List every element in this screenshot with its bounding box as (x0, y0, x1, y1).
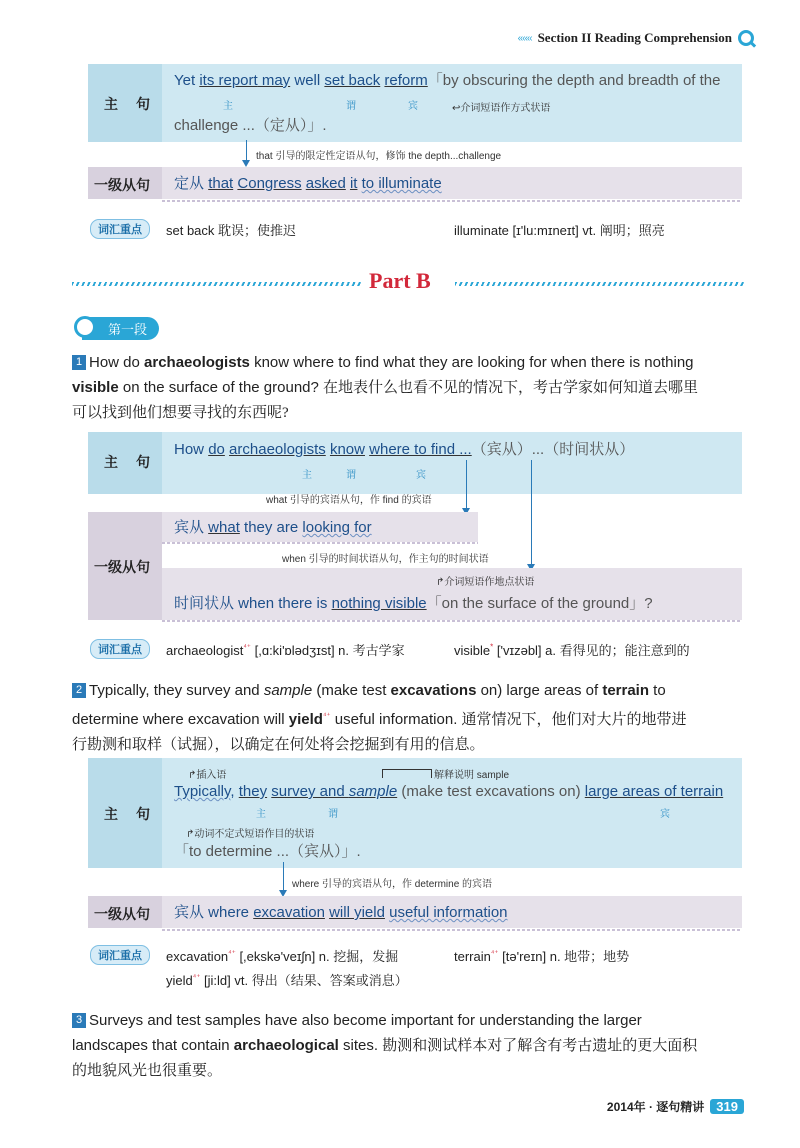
text: Typically, they survey and (89, 682, 264, 699)
adverbial-phrase: 「on the surface of the ground」? (426, 595, 653, 612)
text: (make test (312, 682, 391, 699)
magnifier-icon (74, 316, 96, 338)
divider (162, 542, 478, 544)
connector-line (246, 140, 247, 162)
paragraph-1 (72, 350, 752, 426)
page-header (518, 30, 754, 46)
word-where: where (208, 904, 254, 921)
vocab-badge: 词汇重点 (90, 945, 150, 965)
tag-subject: 主 (223, 101, 233, 112)
clause-type: 宾从 (174, 519, 209, 536)
segment-label: 第一段 (82, 317, 159, 340)
predicate: survey and (271, 783, 349, 800)
connector-note: when 引导的时间状语从句，作主句的时间状语 (282, 554, 489, 565)
translation: 行勘测和取样（试掘），以确定在何处将会挖掘到有用的信息。 (72, 737, 485, 753)
sentence-number: 2 (72, 683, 86, 698)
vocab-badge: 词汇重点 (90, 219, 150, 239)
part-b-rule-right (455, 282, 745, 286)
sentence-line (174, 439, 634, 460)
keyword: excavations (390, 682, 477, 699)
sub-clause-label: 一级从句 (94, 906, 150, 922)
main-clause-label: 主 句 (104, 454, 152, 470)
vocab-item (166, 970, 408, 989)
tag-predicate: 谓 (328, 809, 338, 820)
vocab-word: illuminate (454, 223, 509, 238)
text: on) large areas of (476, 682, 603, 699)
adverbial-phrase: 「by obscuring the depth and breadth of the (427, 72, 721, 89)
text: to (649, 682, 666, 699)
vocab-item (454, 640, 690, 659)
text: How (174, 441, 209, 458)
sentence-number: 1 (72, 355, 86, 370)
tag-subject: 主 (302, 470, 312, 481)
word-typically: Typically (174, 783, 231, 800)
section-title: Section II Reading Comprehension (537, 30, 732, 45)
text: determine where excavation will (72, 711, 289, 728)
word-asked: asked (305, 175, 346, 192)
explanation: (make test excavations on) (397, 783, 585, 800)
divider (162, 929, 742, 931)
sentence-line-1 (174, 70, 720, 91)
word-congress: Congress (237, 175, 302, 192)
word-it: it (349, 175, 358, 192)
part-b-rule-left (72, 282, 362, 286)
paragraph-2 (72, 678, 752, 758)
sub-clause-label: 一级从句 (94, 559, 150, 575)
divider (162, 620, 742, 622)
tag-object: 宾 (416, 470, 426, 481)
vocab-def: [tə'reɪn] n. 地带；地势 (498, 949, 630, 964)
object: where to find ... (369, 441, 472, 458)
tag-object: 宾 (660, 809, 670, 820)
tag-adverbial-text: 介词短语作方式状语 (460, 103, 551, 114)
tag-predicate: 谓 (346, 101, 356, 112)
vocab-item (454, 946, 629, 965)
sub-clause-text (174, 173, 442, 194)
connector-line (466, 460, 467, 510)
object-reform: reform (384, 72, 428, 89)
main-clause-label: 主 句 (104, 96, 152, 112)
freq-mark: ⁴⁺ (192, 972, 201, 982)
word-nothing-visible: nothing visible (331, 595, 427, 612)
main-clause-label: 主 句 (104, 806, 152, 822)
translation: 的地貌风光也很重要。 (72, 1063, 223, 1079)
clause-type: 时间状从 (174, 595, 239, 612)
sentence-line-2: challenge ...（定从）」. (174, 117, 327, 134)
connector-note: that 引导的限定性定语从句，修饰 the depth...challenge (256, 151, 502, 162)
page-footer (607, 1098, 744, 1115)
subject: they (238, 783, 268, 800)
freq-mark: ⁴⁺ (322, 711, 331, 720)
tag-text: 动词不定式短语作目的状语 (194, 829, 315, 840)
translation: 可以找到他们想要寻找的东西呢? (72, 405, 289, 421)
vocab-def: [ɪ'lu:mɪneɪt] vt. 阐明；照亮 (508, 223, 665, 238)
text-may: may (257, 72, 291, 89)
vocab-item (454, 220, 665, 239)
vocab-def: ['vɪzəbl] a. 看得见的；能注意到的 (493, 643, 690, 658)
keyword: sample (263, 682, 313, 699)
vocab-badge: 词汇重点 (90, 639, 150, 659)
clause-type: 定从 (174, 175, 205, 192)
tag-infinitive: ↱动词不定式短语作目的状语 (186, 829, 315, 840)
word-useful-information: useful information (389, 904, 508, 921)
magnifier-icon (738, 30, 754, 46)
object: large areas of terrain (584, 783, 724, 800)
vocab-word: terrain (454, 949, 491, 964)
tag-text: 插入语 (196, 770, 227, 781)
freq-mark: * (490, 642, 494, 652)
keyword: archaeologists (144, 354, 250, 371)
aux-do: do (208, 441, 225, 458)
vocab-item (166, 946, 398, 965)
text-yet: Yet (174, 72, 200, 89)
vocab-item: set back 耽误；使推迟 (166, 223, 297, 238)
connector-line (283, 862, 284, 892)
connector-note: what 引导的宾语从句，作 find 的宾语 (266, 495, 432, 506)
word-will-yield: will yield (329, 904, 385, 921)
vocab-word: archaeologist (166, 643, 244, 658)
vocab-word: excavation (166, 949, 229, 964)
text: on the surface of the ground? (118, 379, 324, 396)
sub-clause-text (174, 517, 372, 538)
subject: archaeologists (229, 441, 326, 458)
keyword: visible (72, 379, 119, 396)
tag-adverbial: ↩介词短语作方式状语 (452, 103, 551, 114)
tag-insert: ↱插入语 (188, 770, 227, 781)
vocab-def: [ji:ld] vt. 得出（结果、答案或消息） (200, 973, 408, 988)
clause-tags: （宾从）...（时间状从） (471, 441, 635, 458)
explain-bracket (382, 769, 432, 778)
tag-explain: 解释说明 sample (434, 770, 510, 781)
text: when there is (238, 595, 332, 612)
text: they are (239, 519, 303, 536)
text-well: well (290, 72, 325, 89)
text: useful information. (330, 711, 462, 728)
text: How do (89, 354, 145, 371)
relative-that: that (208, 175, 234, 192)
vocab-word: yield (166, 973, 193, 988)
word-excavation: excavation (253, 904, 325, 921)
tag-text: 介词短语作地点状语 (444, 577, 535, 588)
vocab-item (166, 640, 405, 659)
connector-note: where 引导的宾语从句，作 determine 的宾语 (292, 879, 493, 890)
clause-type: 宾从 (174, 904, 209, 921)
sentence-line-1 (174, 781, 723, 802)
header-arrows: ‹‹‹‹‹‹ (517, 32, 532, 44)
sub-clause-label: 一级从句 (94, 177, 150, 193)
word-what: what (208, 519, 240, 536)
keyword: yield (288, 711, 323, 728)
connector-line (531, 460, 532, 566)
vocab-def: [,ekskə'veɪʃn] n. 挖掘，发掘 (235, 949, 399, 964)
freq-mark: ⁴⁺ (243, 642, 251, 652)
sentence-number: 3 (72, 1013, 86, 1028)
predicate-sample: sample (348, 783, 398, 800)
page-number: 319 (710, 1099, 744, 1114)
vocab-word: visible (454, 643, 491, 658)
translation: 在地表什么也看不见的情况下，考古学家如何知道去哪里 (323, 380, 699, 396)
paragraph-3 (72, 1008, 752, 1084)
part-b-title: Part B (369, 268, 431, 293)
text: sites. (338, 1037, 383, 1054)
translation: 勘测和测试样本对了解含有考古遗址的更大面积 (382, 1038, 698, 1054)
connector-arrow (242, 160, 250, 167)
subject-its-report: its report (199, 72, 258, 89)
divider (162, 200, 742, 202)
text: landscapes that contain (72, 1037, 234, 1054)
tag-place-adverbial: ↱介词短语作地点状语 (436, 577, 535, 588)
footer-text: 2014年 · 逐句精讲 (606, 1100, 705, 1114)
freq-mark: ⁴⁺ (228, 948, 236, 958)
tag-subject: 主 (256, 809, 266, 820)
word-to-illuminate: to illuminate (361, 175, 442, 192)
sub-clause-text (174, 593, 653, 614)
text: know where to find what they are looking for when there is nothing (249, 354, 694, 371)
translation: 通常情况下，他们对大片的地带进 (461, 712, 687, 728)
predicate: know (329, 441, 365, 458)
tag-object: 宾 (408, 101, 418, 112)
keyword: terrain (602, 682, 650, 699)
keyword: archaeological (233, 1037, 339, 1054)
tag-predicate: 谓 (346, 470, 356, 481)
sub-clause-text (174, 902, 508, 923)
text: , (230, 783, 239, 800)
text: Surveys and test samples have also become important for understanding the larger (89, 1012, 642, 1029)
vocab-def: [,ɑ:ki'ɒlədʒɪst] n. 考古学家 (251, 643, 405, 658)
freq-mark: ⁴⁺ (490, 948, 499, 958)
sentence-line-2: 「to determine ...（宾从）」. (174, 843, 361, 860)
predicate-set-back: set back (324, 72, 381, 89)
word-looking-for: looking for (302, 519, 372, 536)
